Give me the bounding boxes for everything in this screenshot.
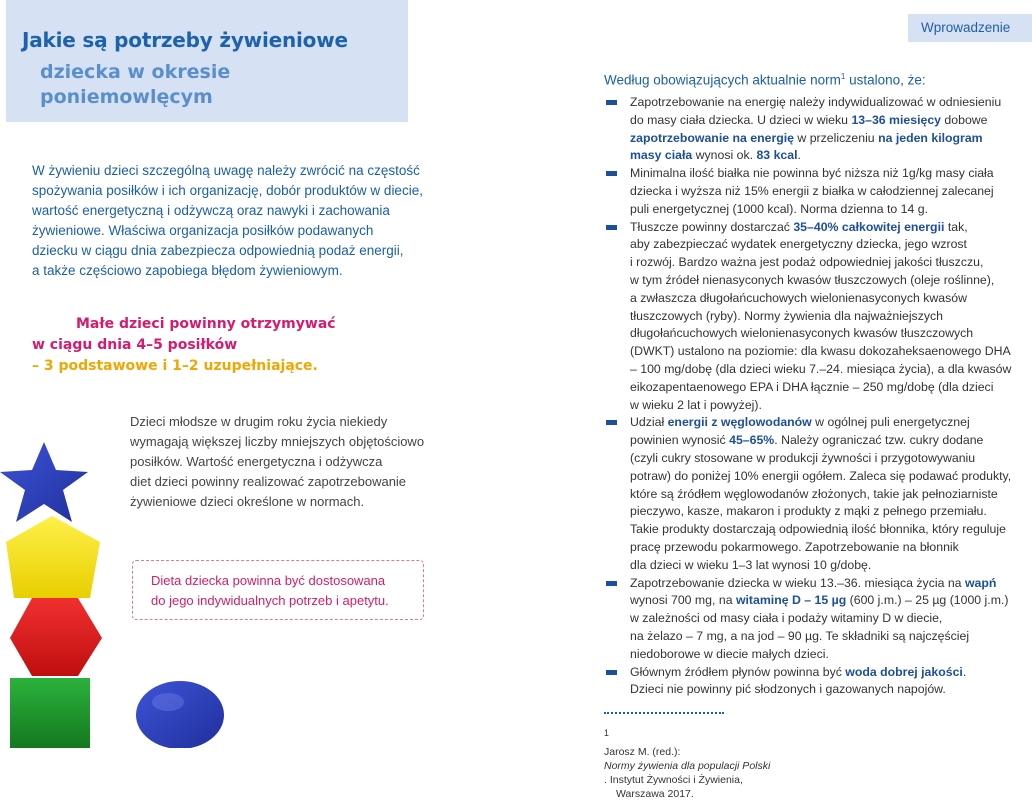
footnote xyxy=(604,726,1024,801)
square-block-icon xyxy=(10,678,90,748)
item-line: pieczywo, kasze, makaron i produkty z mąki z pełnego przemiału. xyxy=(630,504,987,519)
item-line: aby zabezpieczać wydatek energetyczny dziecka, jego wzrost xyxy=(630,237,967,252)
lead-text: Według obowiązujących aktualnie norm xyxy=(604,72,841,88)
footnote-publisher: . Instytut Żywności i Żywienia, xyxy=(604,773,743,786)
item-line xyxy=(630,112,1024,130)
text-run: . xyxy=(962,664,967,679)
bullet-icon xyxy=(606,670,617,675)
intro-line: dziecku w ciągu dnia zabezpiecza odpowiednią podaż energii, xyxy=(32,243,404,258)
item-line: (DWKT) ustalono na poziomie: dla kwasu dokozaheksaenowego DHA xyxy=(630,344,1011,359)
intro-line: wartość energetyczną i odżywczą oraz nawyki i zachowania xyxy=(32,203,390,218)
title-line3: poniemowlęcym xyxy=(40,86,213,108)
text-run: tak, xyxy=(944,219,968,234)
item-line xyxy=(630,130,1024,148)
highlight-line: w ciągu dnia 4–5 posiłków xyxy=(32,337,238,353)
item-line: Zapotrzebowanie na energię należy indywidualizować w odniesieniu xyxy=(630,95,1002,109)
pentagon-block-icon xyxy=(6,516,100,598)
item-line: które są źródłem węglowodanów złożonych, takie jak pełnoziarniste xyxy=(630,486,998,501)
left-page xyxy=(0,0,516,748)
footnote-divider xyxy=(604,712,724,714)
norms-list xyxy=(604,94,1024,699)
text-run: w ogólnej puli energetycznej xyxy=(811,415,970,430)
section-header xyxy=(908,14,1032,42)
item-line: i rozwój. Bardzo ważna jest podaż odpowiedniej jakości tłuszczu, xyxy=(630,255,984,270)
hexagon-block-icon xyxy=(10,598,102,676)
lead-tail: ustalono, że: xyxy=(845,72,926,88)
item-line: Minimalna ilość białka nie powinna być niższa niż 1g/kg masy ciała xyxy=(630,166,994,181)
text-run: dobowe xyxy=(941,112,988,127)
text-run: powinien wynosić xyxy=(630,433,730,448)
item-line: tłuszczowych (ryby). Normy żywienia dla najważniejszych xyxy=(630,308,943,323)
footnote-title: Normy żywienia dla populacji Polski xyxy=(604,759,771,772)
side-line: Dzieci młodsze w drugim roku życia niekiedy xyxy=(130,414,388,429)
item-line xyxy=(630,147,1024,165)
item-line: potraw) do poniżej 10% energii ogółem. Zaleca się podawać produkty, xyxy=(630,468,1012,483)
page-title-line1: Jakie są potrzeby żywieniowe xyxy=(22,28,348,52)
title-line2: dziecka w okresie xyxy=(40,61,231,83)
text-run: wynosi 700 mg, na xyxy=(630,593,736,608)
footnote-number: 1 xyxy=(604,728,609,738)
item-line xyxy=(630,219,1024,237)
side-line: diet dzieci powinny realizować zapotrzebowanie xyxy=(130,474,407,489)
item-line: niedoborowe w diecie małych dzieci. xyxy=(630,646,829,661)
callout-line: Dieta dziecka powinna być dostosowana xyxy=(151,573,386,588)
item-line: a zwłaszcza długołańcuchowych wielonienasyconych kwasów xyxy=(630,290,967,305)
meal-highlight xyxy=(32,314,336,377)
text-run: w przeliczeniu xyxy=(794,130,879,145)
footnote-ref[interactable]: 1 xyxy=(840,72,846,81)
item-line: długołańcuchowych wielonienasyconych kwasów tłuszczowych xyxy=(630,326,974,341)
side-line: posiłków. Wartość energetyczna i odżywcza xyxy=(130,454,383,469)
item-line: w zależności od masy ciała i podaży witaminy D w diecie, xyxy=(630,611,943,626)
bullet-icon xyxy=(606,420,617,425)
text-run: . Należy ograniczać tzw. cukry dodane xyxy=(774,433,984,448)
list-item xyxy=(604,575,1024,664)
callout-line: do jego indywidualnych potrzeb i apetytu. xyxy=(151,593,389,608)
intro-line: żywieniowe. Właściwa organizacja posiłków podawanych xyxy=(32,223,374,238)
footnote-line: Warszawa 2017. xyxy=(616,787,694,800)
bullet-icon xyxy=(606,225,617,230)
text-run: Zapotrzebowanie dziecka w wieku 13.–36. miesiąca życia na xyxy=(630,575,965,590)
item-line: dziecka i wyższa niż 15% energii z białka w całodziennej zalecanej xyxy=(630,183,994,198)
text-run: (600 j.m.) – 25 µg (1000 j.m.) xyxy=(846,593,1009,608)
oval-block-icon xyxy=(136,681,224,748)
footnote-author: Jarosz M. (red.): xyxy=(604,745,681,758)
list-item xyxy=(604,414,1024,574)
emphasis: energii z węglowodanów xyxy=(667,415,812,430)
text-run: Głównym źródłem płynów powinna być xyxy=(630,664,846,679)
list-item xyxy=(604,94,1024,165)
emphasis: wapń xyxy=(964,575,997,590)
text-run: do masy ciała dziecka. U dzieci w wieku xyxy=(630,112,852,127)
emphasis: 13–36 miesięcy xyxy=(851,112,942,127)
item-line: Takie produkty dostarczają odpowiednią ilość błonnika, który reguluje xyxy=(630,522,1006,537)
item-line: Dzieci nie powinny pić słodzonych i gazowanych napojów. xyxy=(630,682,946,697)
intro-line: W żywieniu dzieci szczególną uwagę należy zwrócić na częstość xyxy=(32,163,420,178)
item-line xyxy=(630,414,1024,432)
item-line: – 100 mg/dobę (dla dzieci wieku 7.–24. miesiąca życia), a dla kwasów xyxy=(630,361,1012,376)
intro-paragraph xyxy=(32,161,423,281)
emphasis: na jeden kilogram xyxy=(878,130,983,145)
item-line xyxy=(630,664,1024,682)
list-item xyxy=(604,664,1024,700)
item-line: dla dzieci w wieku 1–3 lat wynosi 10 g/dobę. xyxy=(630,557,872,572)
list-item xyxy=(604,165,1024,218)
text-run: wynosi ok. xyxy=(692,148,757,163)
highlight-line: Małe dzieci powinny otrzymywać xyxy=(76,316,336,332)
bullet-icon xyxy=(606,171,617,176)
emphasis: witaminę D – 15 µg xyxy=(735,593,847,608)
item-line xyxy=(630,575,1024,593)
item-line xyxy=(630,592,1024,610)
toy-blocks-illustration xyxy=(0,430,240,748)
text-run: Udział xyxy=(630,415,668,430)
section-header-label: Wprowadzenie xyxy=(921,20,1011,35)
list-item xyxy=(604,219,1024,415)
item-line: (czyli cukry stosowane w produkcji żywności i przygotowywaniu xyxy=(630,450,976,465)
bullet-icon xyxy=(606,100,617,105)
intro-line: a także częściowo zapobiega błędom żywieniowym. xyxy=(32,263,343,278)
emphasis: 83 kcal xyxy=(756,148,798,163)
highlight-line: – 3 podstawowe i 1–2 uzupełniające. xyxy=(32,358,318,374)
side-line: wymagają większej liczby mniejszych objętościowo xyxy=(130,434,425,449)
item-line: pracę przewodu pokarmowego. Zapotrzebowanie na błonnik xyxy=(630,539,959,554)
bullet-icon xyxy=(606,581,617,586)
text-run: . xyxy=(797,148,801,163)
text-run: Tłuszcze powinny dostarczać xyxy=(630,219,794,234)
emphasis: 45–65% xyxy=(729,433,775,448)
item-line: puli energetycznej (1000 kcal). Norma dzienna to 14 g. xyxy=(630,201,929,216)
side-line: żywieniowe dzieci określone w normach. xyxy=(130,494,365,509)
lead-sentence xyxy=(604,72,926,88)
star-block-icon xyxy=(0,442,88,522)
intro-line: spożywania posiłków i ich organizację, dobór produktów w diecie, xyxy=(32,183,423,198)
page-title-line2 xyxy=(40,60,230,110)
item-line: w tym źródeł nienasyconych kwasów tłuszczowych (oleje roślinne), xyxy=(630,272,995,287)
item-line: w wieku 2 lat i powyżej). xyxy=(630,397,762,412)
emphasis: 35–40% całkowitej energii xyxy=(793,219,945,234)
emphasis: woda dobrej jakości xyxy=(845,664,963,679)
item-line xyxy=(630,432,1024,450)
emphasis: zapotrzebowanie na energię xyxy=(630,130,794,145)
footnote-line xyxy=(604,726,1024,787)
item-line: eikozapentaenowego EPA i DHA łącznie – 250 mg/dobę (dla dzieci xyxy=(630,379,994,394)
right-page xyxy=(516,0,1032,800)
item-line: na żelazo – 7 mg, a na jod – 90 µg. Te składniki są najczęściej xyxy=(630,628,970,643)
emphasis: masy ciała xyxy=(630,148,693,163)
